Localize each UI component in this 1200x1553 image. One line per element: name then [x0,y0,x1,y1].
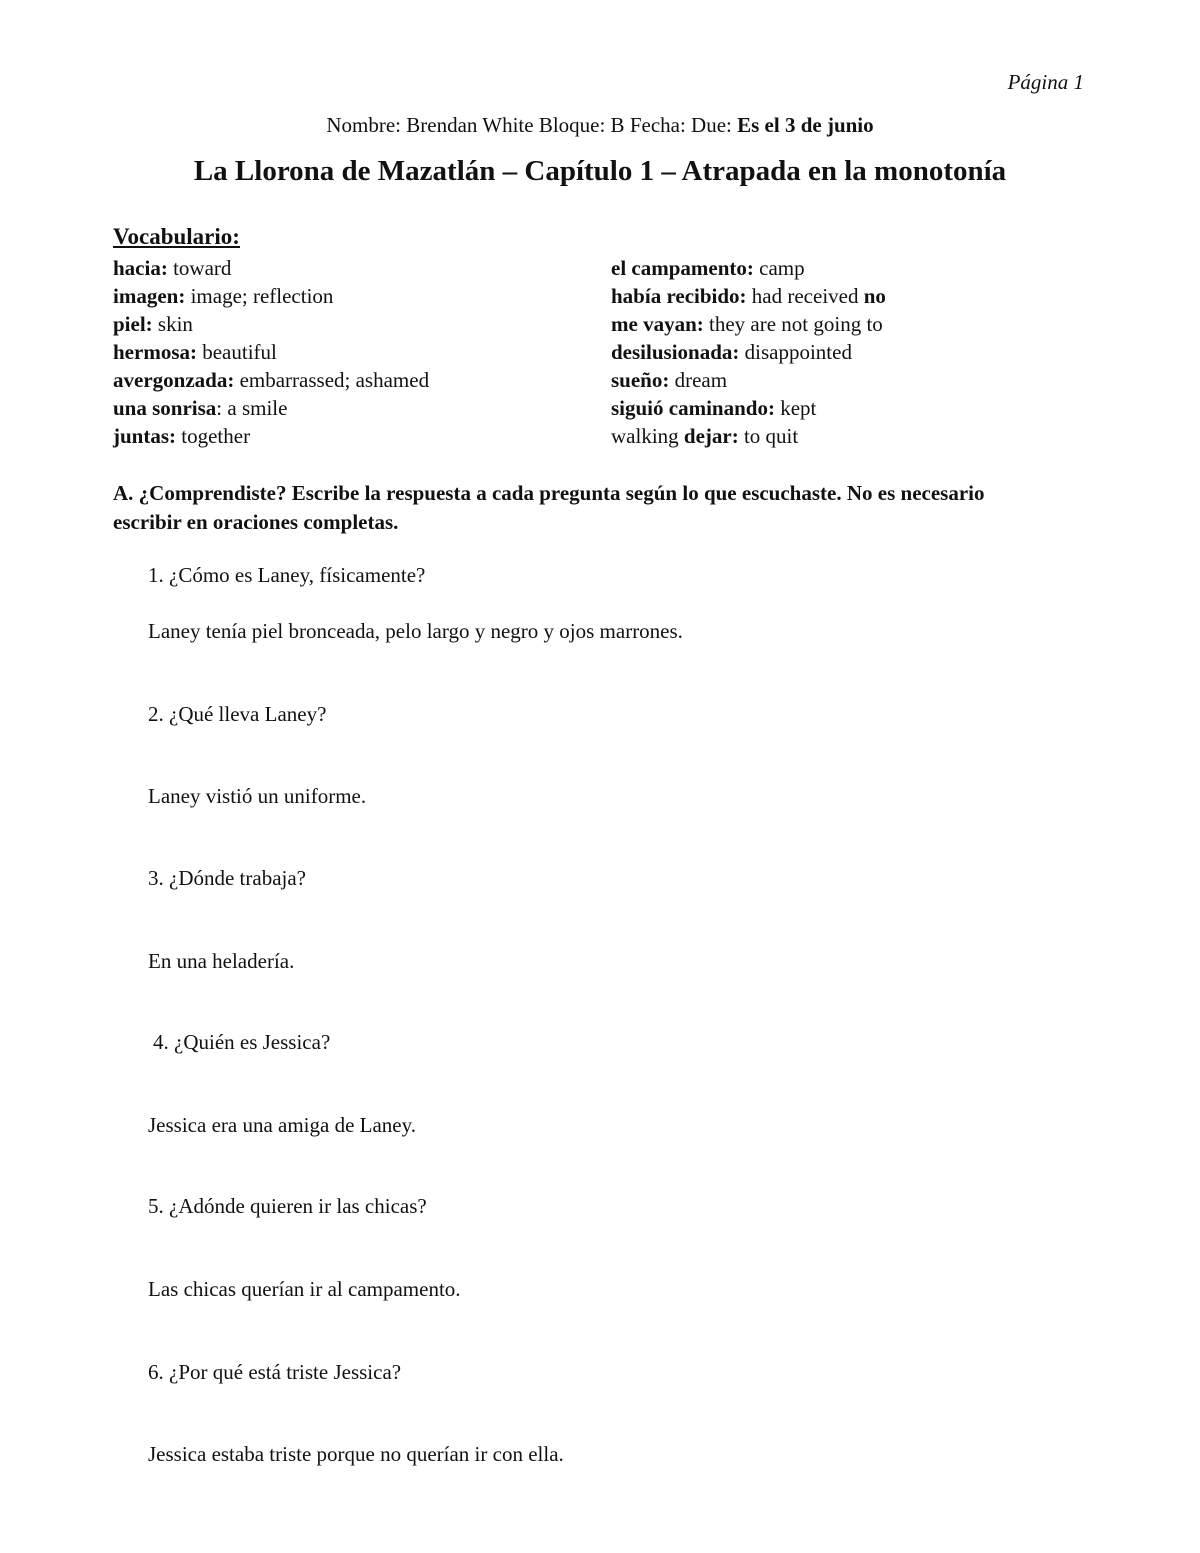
vocab-definition: : a smile [216,396,288,420]
answer-5: Las chicas querían ir al campamento. [148,1277,461,1301]
vocab-item [113,310,583,338]
vocab-heading: Vocabulario: [113,224,240,249]
vocab-definition: skin [152,312,193,336]
vocab-definition: they are not going to [703,312,883,336]
vocab-definition: to quit [738,424,799,448]
vocab-term: siguió caminando: [611,396,775,420]
vocab-item [611,254,1091,282]
vocab-list-right [611,254,1091,450]
vocab-item [113,282,583,310]
vocab-term: había recibido: [611,284,747,308]
page-title: La Llorona de Mazatlán – Capítulo 1 – Atrapada en la monotonía [193,155,1007,187]
vocab-term: piel: [113,312,153,336]
vocab-definition: dream [669,368,728,392]
page-number: Página 1 [1007,70,1084,94]
vocab-term: desilusionada: [611,340,740,364]
vocab-item [611,282,1091,310]
question-1: 1. ¿Cómo es Laney, físicamente? [148,563,426,587]
vocab-item [113,422,583,450]
vocab-item [611,394,1091,422]
answer-3: En una heladería. [148,949,295,973]
vocab-term: el campamento: [611,256,754,280]
vocab-definition: beautiful [196,340,277,364]
vocab-term: avergonzada: [113,368,235,392]
question-2: 2. ¿Qué lleva Laney? [148,702,327,726]
vocab-definition: kept [774,396,817,420]
vocab-definition: embarrassed; ashamed [234,368,430,392]
vocab-term: me vayan: [611,312,704,336]
vocab-item [611,422,1091,450]
vocab-term: imagen: [113,284,186,308]
vocab-definition: had received [746,284,864,308]
vocab-item [611,310,1091,338]
question-5: 5. ¿Adónde quieren ir las chicas? [148,1194,427,1218]
vocab-definition: walking [611,424,684,448]
vocab-term: juntas: [113,424,177,448]
question-6: 6. ¿Por qué está triste Jessica? [148,1360,402,1384]
student-info-line [0,113,1200,138]
vocab-item [113,338,583,366]
answer-6: Jessica estaba triste porque no querían ir con ella. [148,1442,564,1466]
vocab-definition: camp [753,256,805,280]
vocab-list-left [113,254,583,450]
vocab-definition: together [176,424,251,448]
vocab-item [113,394,583,422]
vocab-definition: toward [167,256,232,280]
vocab-term: sueño: [611,368,670,392]
vocab-definition: image; reflection [185,284,334,308]
vocab-item [113,254,583,282]
answer-1: Laney tenía piel bronceada, pelo largo y negro y ojos marrones. [148,619,683,643]
vocab-term: hacia: [113,256,168,280]
vocab-term: hermosa: [113,340,197,364]
vocab-item [611,366,1091,394]
vocab-term: dejar: [683,424,739,448]
vocab-term-continued: no [863,284,886,308]
vocab-item [611,338,1091,366]
answer-4: Jessica era una amiga de Laney. [148,1113,417,1137]
vocab-item [113,366,583,394]
due-date: Es el 3 de junio [737,113,874,137]
section-a-instructions: A. ¿Comprendiste? Escribe la respuesta a cada pregunta según lo que escuchaste. No es necesario escribir en oraciones completas. [113,481,985,534]
vocab-term: una sonrisa [113,396,217,420]
student-info: Nombre: Brendan White Bloque: B Fecha: Due: [326,113,738,137]
answer-2: Laney vistió un uniforme. [148,784,367,808]
question-4: 4. ¿Quién es Jessica? [153,1030,331,1054]
vocab-definition: disappointed [739,340,852,364]
question-3: 3. ¿Dónde trabaja? [148,866,307,890]
